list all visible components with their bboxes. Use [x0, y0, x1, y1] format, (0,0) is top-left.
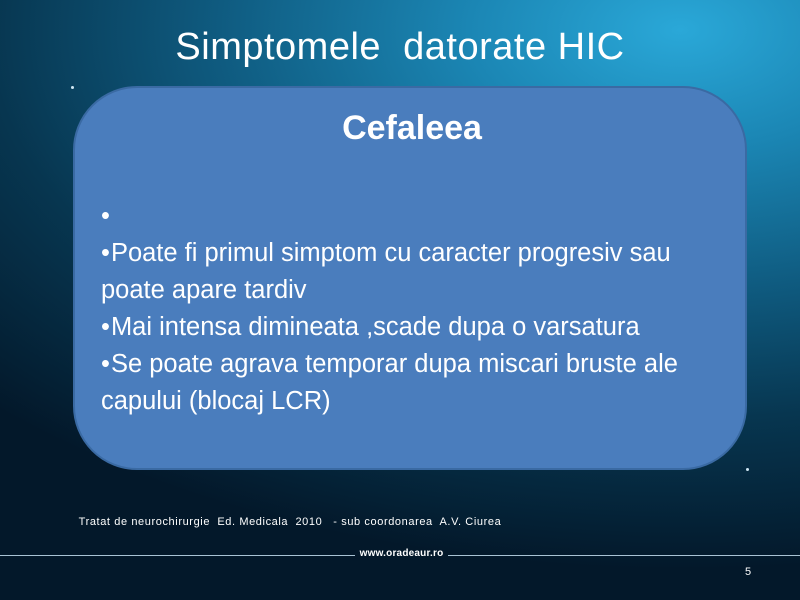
bullet-text: Mai intensa dimineata ,scade dupa o varsatura: [110, 313, 640, 341]
content-box: [73, 86, 747, 470]
footer-site-link[interactable]: www.oradeaur.ro: [359, 548, 444, 559]
bullet-text: Poate fi primul simptom cu caracter progresiv sau poate apare tardiv: [101, 239, 671, 304]
slide-title: Simptomele datorate HIC: [175, 26, 625, 68]
bullet-icon: •: [101, 239, 110, 267]
bullet-text: Se poate agrava temporar dupa miscari bruste ale capului (blocaj LCR): [101, 350, 678, 415]
bullet-icon: •: [101, 202, 110, 230]
footer-divider: [448, 555, 800, 556]
box-heading: Cefaleea: [342, 109, 482, 147]
footer-reference: Tratat de neurochirurgie Ed. Medicala 2010 - sub coordonarea A.V. Ciurea: [78, 516, 502, 528]
list-item: [101, 235, 731, 309]
decorative-dot: [746, 468, 749, 471]
bullet-list: [101, 198, 731, 420]
bullet-icon: •: [101, 313, 110, 341]
decorative-dot: [71, 86, 74, 89]
bullet-icon: •: [101, 350, 110, 378]
list-item: [101, 346, 731, 420]
page-number: 5: [744, 566, 752, 578]
list-item: [101, 198, 731, 235]
list-item: [101, 309, 731, 346]
footer-divider: [0, 555, 355, 556]
